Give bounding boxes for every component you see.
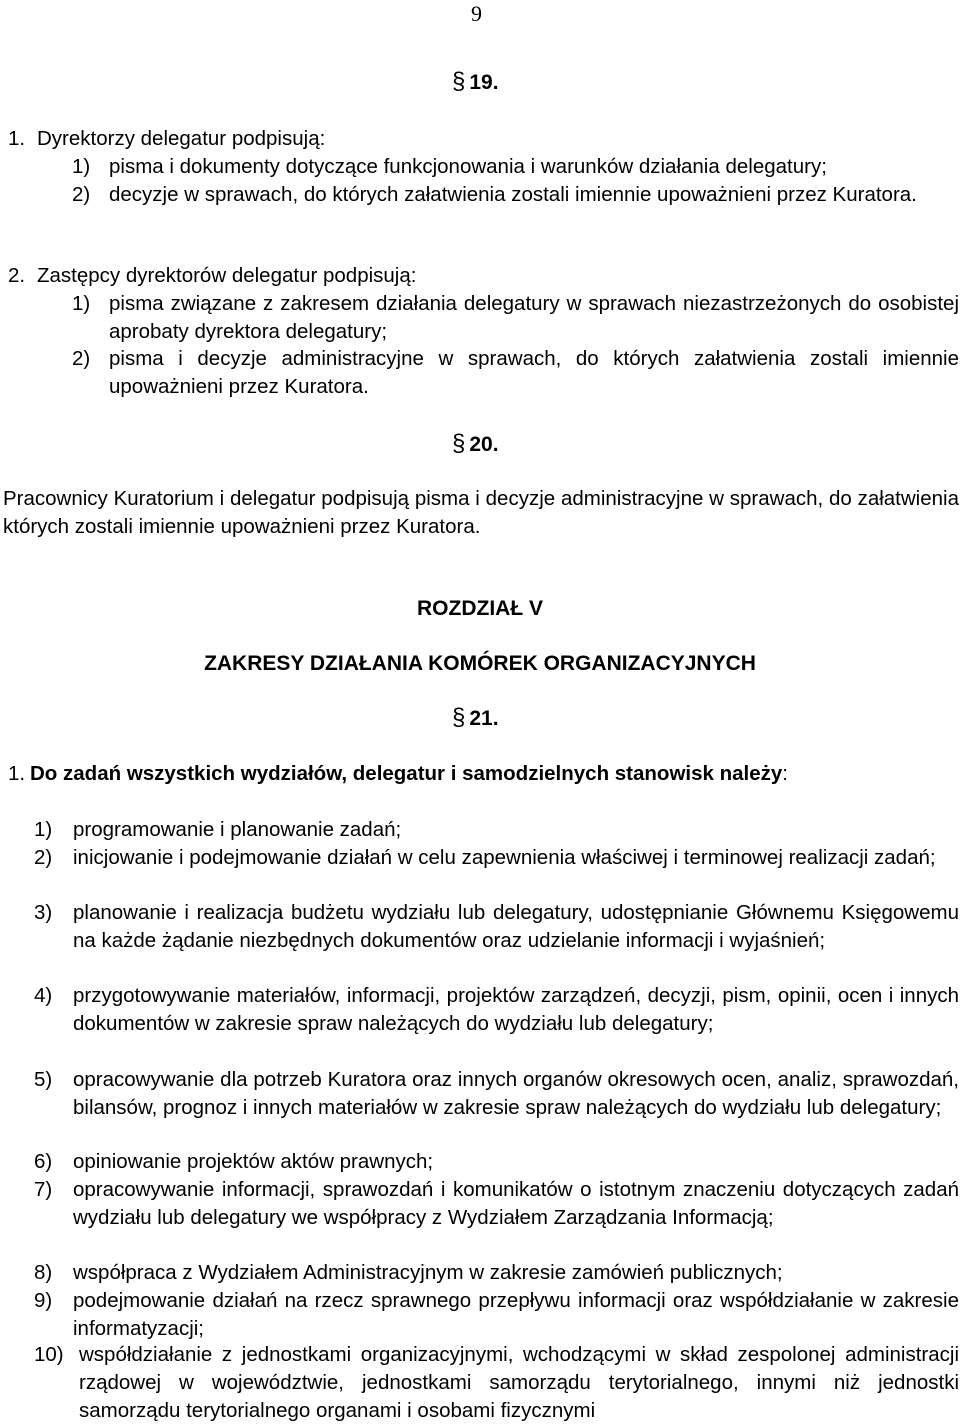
list-item-number: 5): [34, 1068, 53, 1091]
list-item-text: współdziałanie z jednostkami organizacyjnymi, wchodzącymi w skład zespolonej administracji rządowej w województwie, jednostkami samorządu terytorialnego, innymi niż jednostki samorządu terytorialnego organami i osobami fizycznymi: [79, 1343, 959, 1422]
list-item-number: 3): [34, 901, 53, 924]
section-symbol: §: [452, 430, 466, 457]
list-item: [73, 1148, 959, 1176]
list-item-text: inicjowanie i podejmowanie działań w celu zapewnienia właściwej i terminowej realizacji zadań;: [73, 846, 936, 869]
list-item-number: 6): [34, 1150, 53, 1173]
section-19-heading: [452, 68, 499, 97]
list-item-text: programowanie i planowanie zadań;: [73, 818, 402, 841]
paragraph-21-intro-line: [30, 760, 788, 788]
list-item-text: opiniowanie projektów aktów prawnych;: [73, 1150, 434, 1173]
page-number: 9: [471, 1, 482, 26]
list-item: [109, 345, 959, 401]
list-item-number: 1): [34, 818, 53, 841]
chapter-title: ROZDZIAŁ V: [417, 597, 543, 620]
list-item: [73, 982, 959, 1038]
section-symbol: §: [452, 704, 466, 731]
paragraph-20-text: Pracownicy Kuratorium i delegatur podpisują pisma i decyzje administracyjne w sprawach, do załatwienia których zostali imiennie upoważnieni przez Kuratora.: [3, 487, 959, 538]
list-item-number: 1): [72, 155, 91, 178]
list-item: [73, 1259, 959, 1287]
paragraph-1-intro: Dyrektorzy delegatur podpisują:: [37, 127, 326, 150]
list-item: [109, 153, 959, 181]
paragraph-21-colon: :: [782, 762, 788, 785]
list-item-text: planowanie i realizacja budżetu wydziału lub delegatury, udostępnianie Głównemu Księgowemu na każde żądanie niezbędnych dokumentów oraz udzielanie informacji i wyjaśnień;: [73, 901, 959, 952]
section-symbol: §: [452, 68, 466, 95]
list-item-text: pisma i decyzje administracyjne w sprawach, do których załatwienia zostali imiennie upoważnieni przez Kuratora.: [109, 347, 959, 398]
list-item-number: 8): [34, 1261, 53, 1284]
paragraph-1-number: 1.: [8, 127, 26, 150]
section-label: 19.: [469, 71, 499, 94]
list-item-number: 7): [34, 1178, 53, 1201]
list-item-text: decyzje w sprawach, do których załatwienia zostali imiennie upoważnieni przez Kuratora.: [109, 183, 917, 206]
list-item: [73, 1287, 959, 1343]
list-item-text: przygotowywanie materiałów, informacji, projektów zarządzeń, decyzji, pism, opinii, ocen i innych dokumentów w zakresie spraw należących do wydziału lub delegatury;: [73, 984, 959, 1035]
section-label: 20.: [469, 433, 499, 456]
section-label: 21.: [469, 707, 499, 730]
list-item: [73, 1066, 959, 1122]
list-item-number: 9): [34, 1289, 53, 1312]
list-item-text: pisma związane z zakresem działania delegatury w sprawach niezastrzeżonych do osobistej aprobaty dyrektora delegatury;: [109, 292, 959, 343]
paragraph-21-intro: Do zadań wszystkich wydziałów, delegatur i samodzielnych stanowisk należy: [30, 762, 783, 785]
list-item: [109, 181, 959, 209]
list-item-number: 1): [72, 292, 91, 315]
section-20-heading: [452, 430, 499, 459]
paragraph-20: [3, 485, 959, 541]
paragraph-2-number: 2.: [8, 264, 26, 287]
list-item-number: 2): [72, 347, 91, 370]
list-item-text: opracowywanie dla potrzeb Kuratora oraz innych organów okresowych ocen, analiz, sprawozdań, bilansów, prognoz i innych materiałów w zakresie spraw należących do wydziału lub delegatury;: [73, 1068, 959, 1119]
list-item: [79, 1341, 959, 1424]
list-item: [73, 816, 959, 844]
section-21-heading: [452, 704, 499, 733]
list-item: [73, 899, 959, 955]
list-item-text: współpraca z Wydziałem Administracyjnym w zakresie zamówień publicznych;: [73, 1261, 783, 1284]
paragraph-2-intro: Zastępcy dyrektorów delegatur podpisują:: [37, 264, 417, 287]
list-item-text: podejmowanie działań na rzecz sprawnego przepływu informacji oraz współdziałanie w zakresie informatyzacji;: [73, 1289, 959, 1340]
list-item-number: 2): [72, 183, 91, 206]
list-item: [73, 844, 959, 872]
list-item-number: 10): [34, 1343, 64, 1366]
list-item-text: opracowywanie informacji, sprawozdań i komunikatów o istotnym znaczeniu dotyczących zadań wydziału lub delegatury we współpracy z Wydziałem Zarządzania Informacją;: [73, 1178, 959, 1229]
list-item-number: 4): [34, 984, 53, 1007]
list-item-number: 2): [34, 846, 53, 869]
paragraph-21-number: 1.: [8, 762, 26, 785]
list-item: [109, 290, 959, 346]
list-item: [73, 1176, 959, 1232]
list-item-text: pisma i dokumenty dotyczące funkcjonowania i warunków działania delegatury;: [109, 155, 827, 178]
chapter-subtitle: ZAKRESY DZIAŁANIA KOMÓREK ORGANIZACYJNYCH: [204, 652, 756, 675]
